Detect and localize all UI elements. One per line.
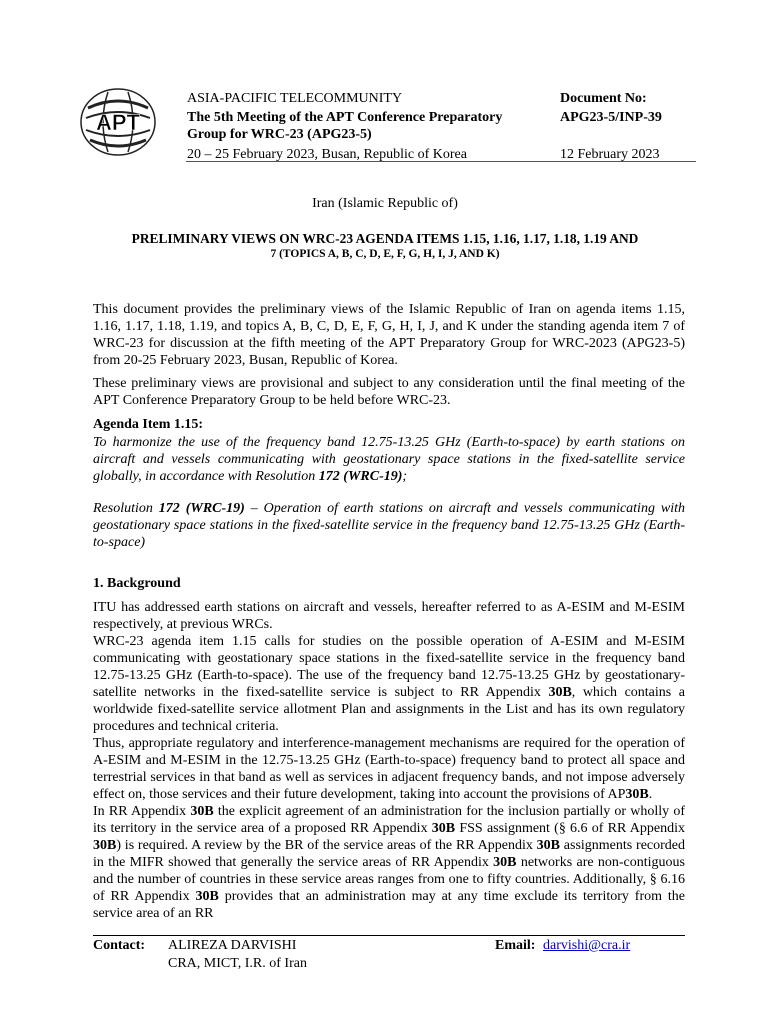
- background-text: ITU has addressed earth stations on aircraft and vessels, hereafter referred to as A-ESIM and M-ESIM respectively, at previous WRCs. WRC-23 agenda item 1.15 calls for studies on the possible operation of A-ESIM and M-ESIM communicating with geostationary space stations in the fixed-satellite service in the frequency band 12.75-13.25 GHz (Earth-to-space). The use of the frequency band 12.75-13.25 GHz by geostationary-satellite networks in the fixed-satellite service is subject to RR Appendix 30B, which contains a worldwide fixed-satellite service allotment Plan and assignments in the List and has its own regulatory procedures and technical criteria. Thus, appropriate regulatory and interference-management mechanisms are required for the operation of A-ESIM and M-ESIM in the 12.75-13.25 GHz (Earth-to-space) frequency band to protect all space and terrestrial services in that band as well as services in adjacent frequency bands, and not impose adversely effect on, those services and their future development, taking into account the provisions of AP30B. In RR Appendix 30B the explicit agreement of an administration for the inclusion partially or wholly of its territory in the service area of a proposed RR Appendix 30B FSS assignment (§ 6.6 of RR Appendix 30B) is required. A review by the BR of the service areas of the RR Appendix 30B assignments recorded in the MIFR showed that generally the service areas of RR Appendix 30B networks are non-contiguous and the number of countries in these service areas ranges from one to fifty countries. Additionally, § 6.16 of RR Appendix 30B provides that an administration may at any time exclude its territory from the service area of an RR: [93, 600, 686, 921]
- intro-paragraph-1: This document provides the preliminary views of the Islamic Republic of Iran on agenda items 1.15, 1.16, 1.17, 1.18, 1.19, and topics A, B, C, D, E, F, G, H, I, J, and K under the standing agenda item 7 of WRC-23 for discussion at the fifth meeting of the APT Preparatory Group for WRC-2023 (APG23-5) from 20-25 February 2023, Busan, Republic of Korea.: [93, 302, 685, 368]
- background-heading: 1. Background: [93, 576, 181, 591]
- logo-text: APT: [96, 110, 140, 135]
- contact-org: CRA, MICT, I.R. of Iran: [168, 956, 307, 971]
- agenda-text: To harmonize the use of the frequency band 12.75-13.25 GHz (Earth-to-space) by earth stations on aircraft and vessels communicating with geostationary space stations in the fixed-satellite service globally, in accordance with Resolution 172 (WRC-19);: [93, 435, 685, 484]
- footer-rule: [93, 935, 685, 936]
- email-label: Email:: [495, 938, 536, 953]
- apt-logo: [78, 86, 158, 158]
- title-line-2: 7 (TOPICS A, B, C, D, E, F, G, H, I, J, AND K): [270, 248, 500, 260]
- title-line-1: PRELIMINARY VIEWS ON WRC-23 AGENDA ITEMS 1.15, 1.16, 1.17, 1.18, 1.19 AND: [131, 231, 639, 246]
- meeting-line-2: Group for WRC-23 (APG23-5): [187, 127, 372, 142]
- agenda-heading: Agenda Item 1.15:: [93, 417, 204, 432]
- source-country: Iran (Islamic Republic of): [312, 196, 458, 211]
- contact-name: ALIREZA DARVISHI: [168, 938, 297, 953]
- email-link[interactable]: darvishi@cra.ir: [543, 938, 631, 953]
- document-no-label: Document No:: [560, 91, 647, 106]
- document-number: APG23-5/INP-39: [560, 110, 662, 125]
- contact-label: Contact:: [93, 938, 146, 953]
- resolution-text: Resolution 172 (WRC-19) – Operation of earth stations on aircraft and vessels communicating with geostationary space stations in the fixed-satellite service in the frequency band 12.75-13.25 GHz (Earth-to-space): [93, 501, 685, 550]
- document-date: 12 February 2023: [560, 147, 660, 162]
- intro-paragraph-2: These preliminary views are provisional and subject to any consideration until the final meeting of the APT Conference Preparatory Group to be held before WRC-23.: [93, 376, 685, 408]
- meeting-dates-place: 20 – 25 February 2023, Busan, Republic of Korea: [187, 147, 467, 162]
- org-name: ASIA-PACIFIC TELECOMMUNITY: [187, 91, 403, 106]
- meeting-line-1: The 5th Meeting of the APT Conference Preparatory: [187, 110, 503, 125]
- header-rule: [186, 161, 696, 162]
